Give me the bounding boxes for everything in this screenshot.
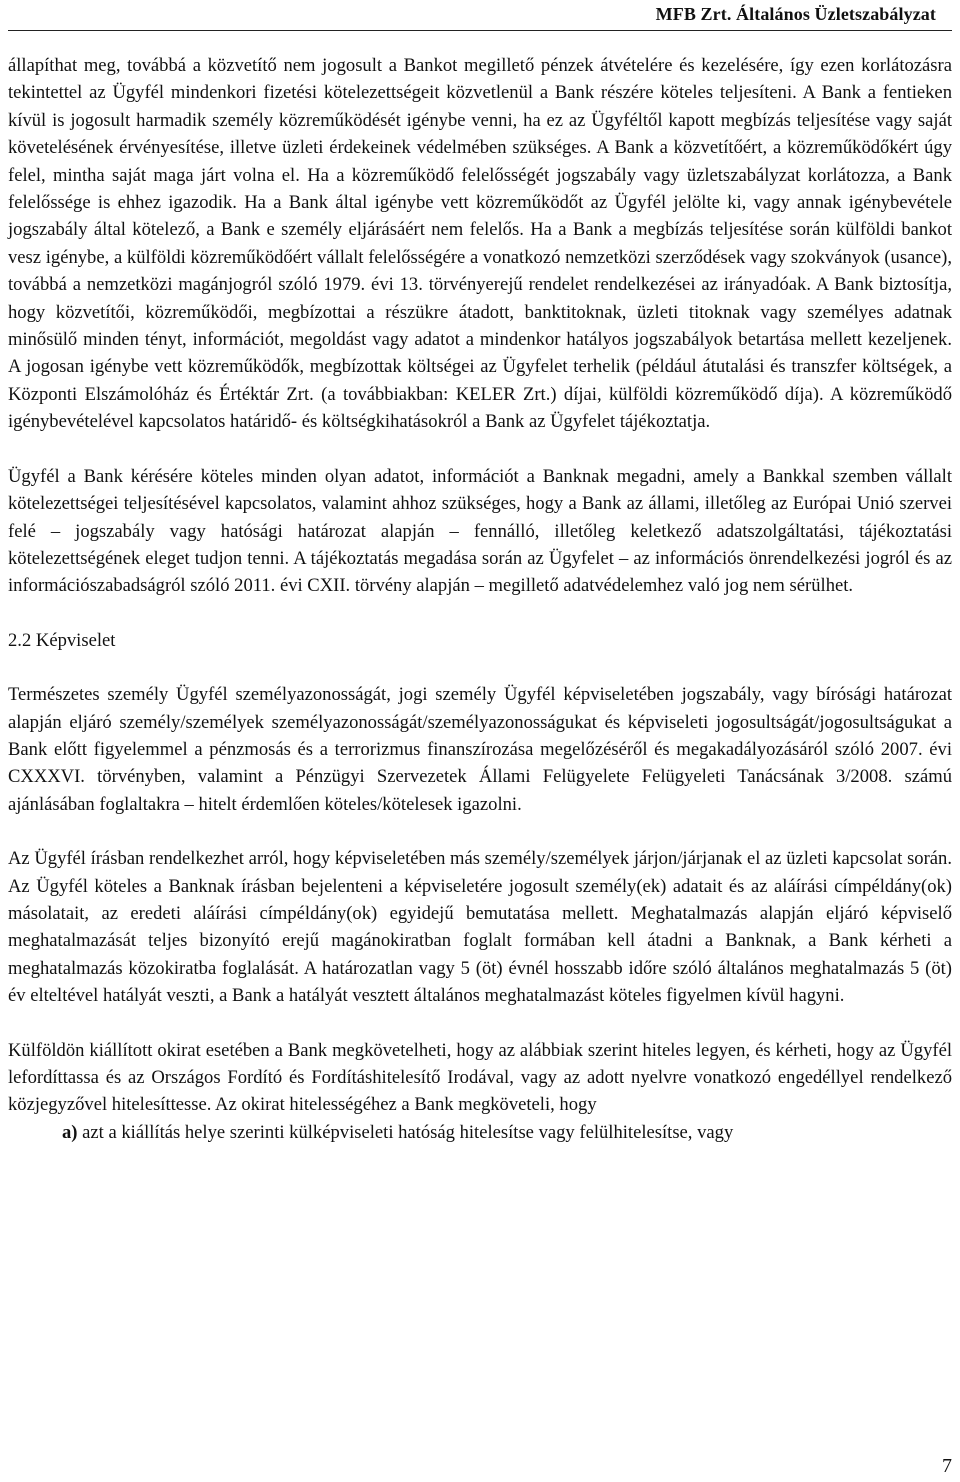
paragraph-client-data-obligation: Ügyfél a Bank kérésére köteles minden olyan adatot, információt a Banknak megadni, amely a Bankkal szemben vállalt kötelezettségei teljesítésével kapcsolatos, valamint ahhoz szükséges, hogy a Bank az állami, illetőleg az Európai Unió szervei felé – jogszabály vagy hatósági határozat alapján – fennálló, illetőleg keletkező adatszolgáltatási, tájékoztatási kötelezettségének eleget tudjon tenni. A tájékoztatás megadása során az Ügyfelet – az információs önrendelkezési jogról és az információszabadságról szóló 2011. évi CXII. törvény alapján – megillető adatvédelemhez való jog nem sérülhet. (8, 465, 952, 597)
paragraph-identity-verification: Természetes személy Ügyfél személyazonosságát, jogi személy Ügyfél képviseletében jogszabály, vagy bírósági határozat alapján eljáró személy/személyek személyazonosságát/személyazonosságukat és képviseleti jogosultságát/jogosultságukat a Bank előtt figyelemmel a pénzmosás és a terrorizmus finanszírozása megelőzéséről és megakadályozásáról szóló 2007. évi CXXXVI. törvényben, valamint a Pénzügyi Szervezetek Állami Felügyelete Felügyeleti Tanácsának 3/2008. számú ajánlásában foglaltakra – hitelt érdemlően köteles/kötelesek igazolni. (8, 684, 952, 815)
paragraph-spacer (8, 654, 952, 681)
paragraph-spacer (8, 818, 952, 845)
paragraph-spacer (8, 436, 952, 463)
paragraph-intermediary-liability: állapíthat meg, továbbá a közvetítő nem jogosult a Bankot megillető pénzek átvételére és kezelésére, így ezen korlátozásra tekintettel az Ügyfél mindenkori fizetési kötelezettségeit közvetlenül a Bank részére köteles teljesíteni. A Bank a fentieken kívül is jogosult harmadik személy közreműködését igénybe venni, ha ez az Ügyféltől kapott megbízás teljesítése vagy saját követelésének érvényesítése, illetve üzleti érdekeinek védelmében szükséges. A Bank a közvetítőért, a közreműködőkért úgy felel, mintha saját maga járt volna el. Ha a közreműködő felelősségét jogszabály vagy üzletszabályzat korlátozza, a Bank felelőssége is ehhez igazodik. Ha a Bank által igénybe vett közreműködőt az Ügyfél jelölte ki, vagy annak igénybevétele jogszabály által kötelező, a Bank e személy eljárásáért nem felelős. Ha a Bank a megbízás teljesítése során külföldi bankot vesz igénybe, a külföldi közreműködőért vállalt felelősségére a vonatkozó nemzetközi szerződések vagy szokványok (usance), továbbá a nemzetközi magánjogról szóló 1979. évi 13. törvényerejű rendelet rendelkezései az irányadóak. A Bank biztosítja, hogy közvetítői, közreműködői, megbízottai a részükre átadott, banktitoknak, üzleti titoknak vagy személyes adatnak minősülő minden tényt, információt, megoldást vagy adatot a mindenkor hatályos jogszabályok betartása mellett kezeljenek. A jogosan igénybe vett közreműködők, megbízottak költségei az Ügyfelet terhelik (például átutalási és transzfer költségek, a Központi Elszámolóház és Értéktár Zrt. (a továbbiakban: KELER Zrt.) díjai, külföldi közreműködő díja). A közreműködő igénybevételével kapcsolatos határidő- és költségkihatásokról a Bank az Ügyfelet tájékoztatja. (8, 55, 952, 433)
page-number: 7 (942, 1455, 952, 1477)
document-header-title: MFB Zrt. Általános Üzletszabályzat (655, 4, 936, 24)
paragraph-representation: Az Ügyfél írásban rendelkezhet arról, hogy képviseletében más személy/személyek járjon/járjanak el az üzleti kapcsolat során. Az Ügyfél köteles a Banknak írásban bejelenteni a képviseletére jogosult személy(ek) adatait és az aláírási címpéldány(ok) másolatait, az eredeti aláírási címpéldány(ok) egyidejű bemutatása mellett. Meghatalmazás alapján eljáró képviselő meghatalmazását teljes bizonyító erejű magánokiratban foglalt formában kell átadni a Banknak, a Bank kérheti a meghatalmazás közokiratba foglalását. A határozatlan vagy 5 (öt) évnél hosszabb időre szóló általános meghatalmazás 5 (öt) év elteltével hatályát veszti, a Bank a hatályát vesztett általános meghatalmazást köteles figyelmen kívül hagyni. (8, 848, 952, 1007)
document-body (8, 52, 952, 1146)
header-divider (8, 30, 952, 31)
section-heading: 2.2 Képviselet (8, 629, 116, 651)
list-item-marker: a) (62, 1121, 78, 1143)
paragraph-spacer (8, 600, 952, 627)
list-item-a (8, 1119, 952, 1146)
paragraph-spacer (8, 1010, 952, 1037)
paragraph-foreign-documents: Külföldön kiállított okirat esetében a Bank megkövetelheti, hogy az alábbiak szerint hiteles legyen, és kérheti, hogy az Ügyfél lefordíttassa és az Országos Fordító és Fordításhitelesítő Irodával, vagy az adott nyelvre vonatkozó engedéllyel rendelkező közjegyzővel hitelesíttesse. Az okirat hitelességéhez a Bank megköveteli, hogy (8, 1039, 952, 1116)
list-item-text: azt a kiállítás helye szerinti külképviseleti hatóság hitelesítse vagy felülhitelesítse, vagy (77, 1121, 734, 1143)
